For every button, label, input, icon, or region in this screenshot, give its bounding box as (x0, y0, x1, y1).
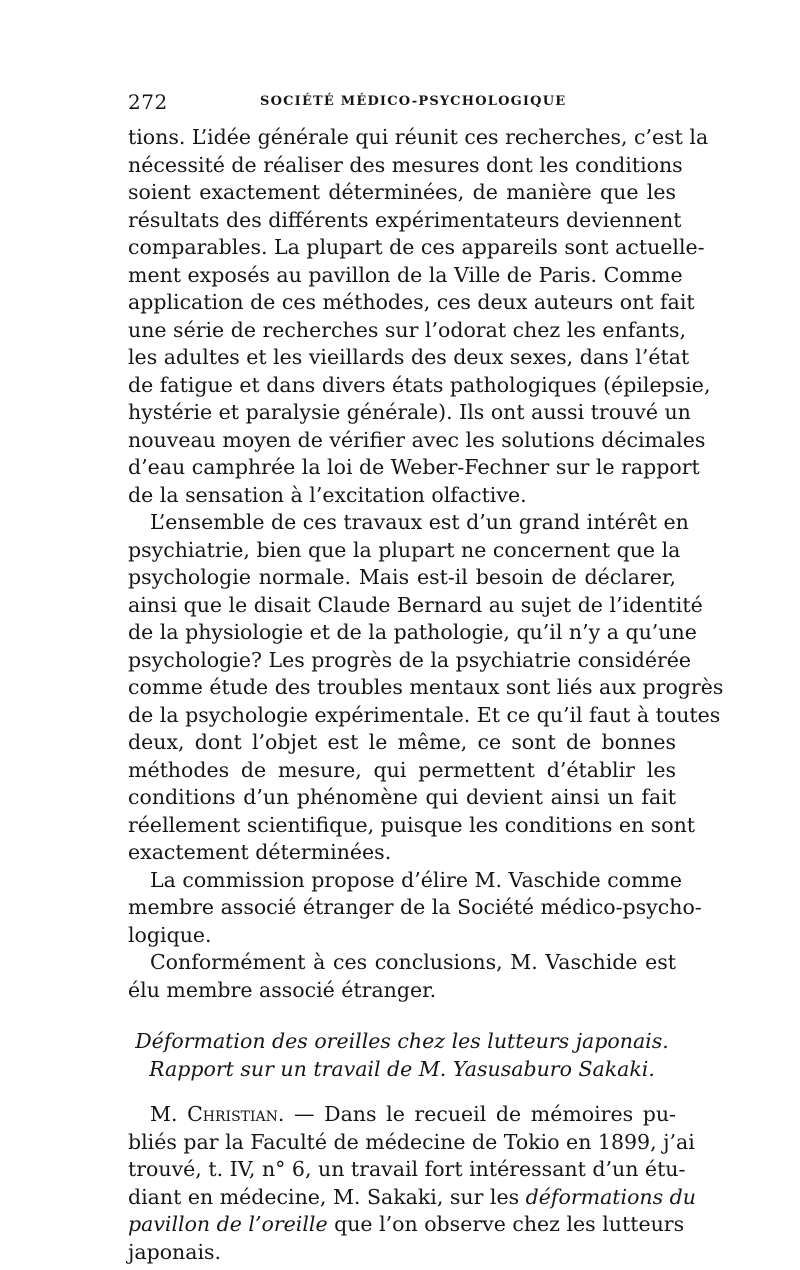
text-line: trouvé, t. IV, n° 6, un travail fort intéressant d’un étu- (128, 1157, 686, 1181)
paragraph-4 (128, 949, 676, 1004)
text-line: exactement déterminées. (128, 840, 392, 864)
text-line: réellement scientifique, puisque les conditions en sont (128, 812, 696, 837)
text-line: bliés par la Faculté de médecine de Tokio en 1899, j’ai (128, 1129, 695, 1154)
text-line: ment exposés au pavillon de la Ville de Paris. Comme (128, 262, 683, 287)
paragraph-2 (128, 509, 724, 867)
text-line: de la physiologie et de la pathologie, qu’il n’y a qu’une (128, 620, 697, 644)
running-head (128, 90, 678, 116)
text-line: élu membre associé étranger. (128, 977, 437, 1002)
italic-fragment: pavillon de l’oreille (128, 1212, 328, 1236)
text-line: psychologie? Les progrès de la psychiatrie considérée (128, 647, 692, 672)
paragraph-1 (128, 124, 711, 509)
spacer (128, 1004, 676, 1028)
text-line: nouveau moyen de vérifier avec les solutions décimales (128, 427, 706, 452)
text-fragment: — Dans le recueil de mémoires pu- (284, 1102, 676, 1126)
text-line: soient exactement déterminées, de manière que les (128, 180, 676, 204)
section-title (128, 1028, 676, 1083)
text-line: de la sensation à l’excitation olfactive. (128, 482, 527, 507)
text-line: conditions d’un phénomène qui devient ainsi un fait (128, 785, 676, 809)
text-line: L’ensemble de ces travaux est d’un grand intérêt en (150, 510, 689, 534)
text-line: une série de recherches sur l’odorat chez les enfants, (128, 317, 687, 342)
text-line: logique. (128, 922, 212, 947)
text-line: comparables. La plupart de ces appareils sont actuelle- (128, 235, 705, 259)
text-line: comme étude des troubles mentaux sont liés aux progrès (128, 675, 724, 699)
text-line: méthodes de mesure, qui permettent d’établir les (128, 757, 676, 782)
page-number: 272 (128, 90, 168, 114)
body-text (128, 124, 724, 1266)
text-line (128, 1101, 676, 1129)
text-line: résultats des différents expérimentateurs deviennent (128, 207, 682, 232)
text-line: de fatigue et dans divers états pathologiques (épilepsie, (128, 372, 711, 397)
text-line: hystérie et paralysie générale). Ils ont aussi trouvé un (128, 400, 691, 424)
text-line: nécessité de réaliser des mesures dont les conditions (128, 152, 683, 177)
running-title: SOCIÉTÉ MÉDICO-PSYCHOLOGIQUE (260, 94, 567, 109)
italic-fragment: déformations du (525, 1184, 697, 1209)
spacer (128, 1083, 676, 1101)
text-line (128, 1211, 685, 1239)
section-title-line-1: Déformation des oreilles chez les lutteurs japonais. (135, 1029, 669, 1053)
speaker-name: M. Christian. (150, 1102, 285, 1126)
text-line: les adultes et les vieillards des deux sexes, dans l’état (128, 345, 690, 369)
text-line: de la psychologie expérimentale. Et ce qu’il faut à toutes (128, 702, 721, 727)
text-line: ainsi que le disait Claude Bernard au sujet de l’identité (128, 592, 703, 617)
text-line: tions. L’idée générale qui réunit ces recherches, c’est la (128, 125, 709, 149)
text-line: deux, dont l’objet est le même, ce sont de bonnes (128, 730, 676, 754)
section-title-line-2: Rapport sur un travail de M. Yasusaburo Sakaki. (149, 1056, 655, 1081)
text-fragment: diant en médecine, M. Sakaki, sur les (128, 1184, 526, 1209)
text-line: La commission propose d’élire M. Vaschide comme (150, 867, 683, 892)
paragraph-3 (128, 867, 702, 950)
text-line: psychiatrie, bien que la plupart ne concernent que la (128, 537, 681, 562)
text-line: d’eau camphrée la loi de Weber-Fechner sur le rapport (128, 455, 700, 479)
text-line: Conformément à ces conclusions, M. Vaschide est (150, 950, 676, 974)
text-line: psychologie normale. Mais est-il besoin de déclarer, (128, 565, 676, 589)
text-line: membre associé étranger de la Société médico-psycho- (128, 895, 702, 919)
text-line: japonais. (128, 1239, 222, 1264)
text-line (128, 1184, 697, 1212)
paragraph-5 (128, 1101, 697, 1266)
text-line: application de ces méthodes, ces deux auteurs ont fait (128, 290, 695, 314)
text-fragment: que l’on observe chez les lutteurs (327, 1212, 685, 1236)
